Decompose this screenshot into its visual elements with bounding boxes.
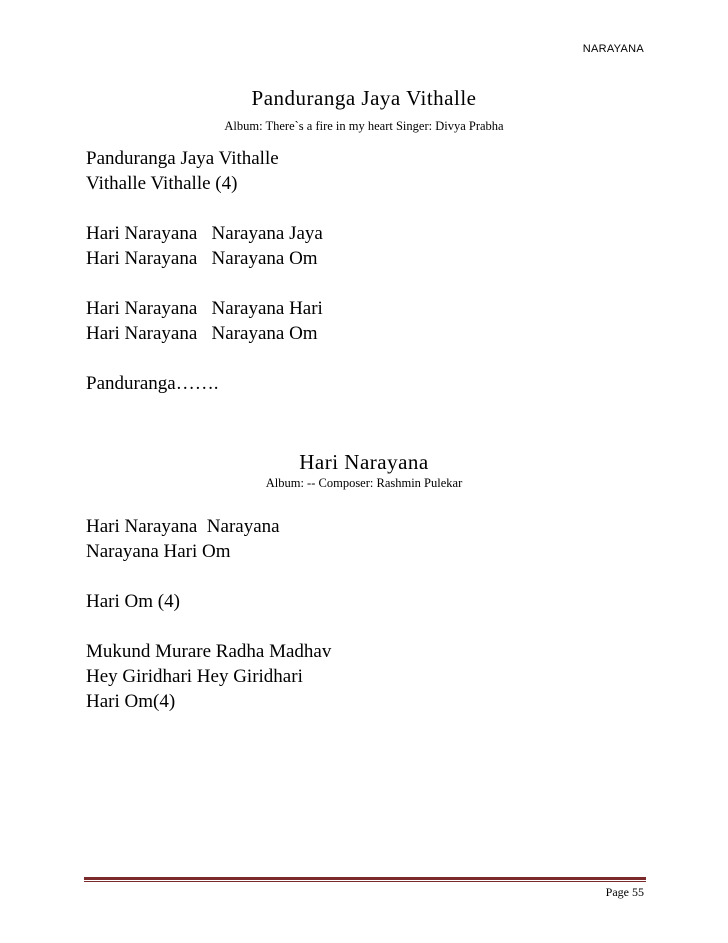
lyric-line: Hari Narayana Narayana Om	[86, 323, 318, 344]
stanza-gap	[86, 346, 323, 371]
lyric-line: Hey Giridhari Hey Giridhari	[86, 666, 303, 687]
lyric-line: Hari Om (4)	[86, 591, 180, 612]
song-title-2: Hari Narayana	[299, 450, 429, 474]
song-meta-1: Album: There`s a fire in my heart Singer: Divya Prabha	[224, 119, 504, 133]
page-number: Page 55	[605, 885, 644, 899]
lyric-line: Hari Om(4)	[86, 691, 176, 712]
song-meta-2: Album: -- Composer: Rashmin Pulekar	[265, 476, 463, 490]
song-title-1: Panduranga Jaya Vithalle	[251, 86, 477, 110]
footer-rule-thin	[84, 881, 646, 882]
lyric-line: Hari Narayana Narayana Jaya	[86, 223, 323, 244]
lyric-line: Hari Narayana Narayana Om	[86, 248, 318, 269]
lyrics-block-1	[86, 146, 323, 396]
lyric-line: Hari Narayana Narayana Hari	[86, 298, 323, 319]
stanza-gap	[86, 196, 323, 221]
lyric-line: Narayana Hari Om	[86, 541, 231, 562]
stanza-gap	[86, 564, 331, 589]
running-header: NARAYANA	[582, 43, 644, 55]
lyrics-block-2	[86, 514, 331, 714]
lyric-line: Hari Narayana Narayana	[86, 516, 280, 537]
stanza-gap	[86, 271, 323, 296]
lyric-line: Panduranga…….	[86, 373, 219, 394]
stanza-gap	[86, 614, 331, 639]
lyric-line: Mukund Murare Radha Madhav	[86, 641, 332, 662]
lyric-line: Vithalle Vithalle (4)	[86, 173, 238, 194]
lyric-line: Panduranga Jaya Vithalle	[86, 148, 279, 169]
footer-rule	[84, 877, 646, 880]
